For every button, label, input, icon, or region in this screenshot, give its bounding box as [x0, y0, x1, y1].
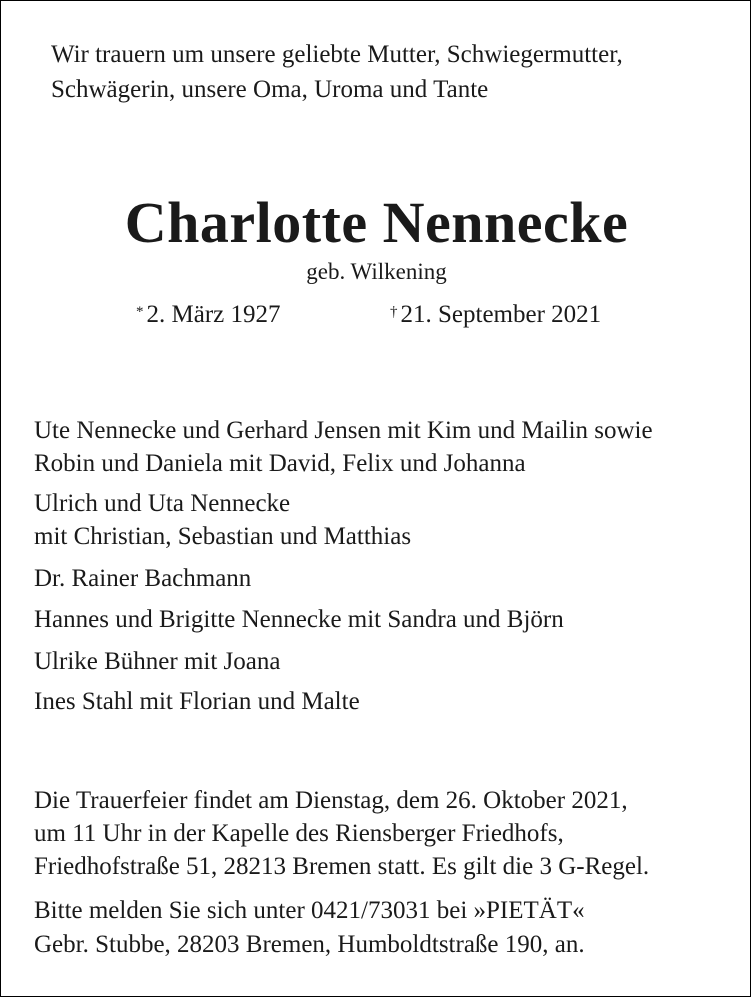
birth-symbol: *: [136, 304, 144, 320]
death-date-line: [390, 299, 601, 331]
contact-info-line: Bitte melden Sie sich unter 0421/73031 bei »PIETÄT«: [34, 897, 585, 924]
intro-line-2: Schwägerin, unsere Oma, Uroma und Tante: [51, 76, 489, 103]
birth-date-line: [136, 299, 281, 331]
death-date: 21. September 2021: [400, 301, 602, 328]
mourner-line: Hannes und Brigitte Nennecke mit Sandra und Björn: [34, 606, 564, 633]
birth-date: 2. März 1927: [146, 301, 281, 328]
maiden-name: geb. Wilkening: [306, 259, 447, 284]
mourner-line: mit Christian, Sebastian und Matthias: [34, 523, 412, 550]
funeral-info-line: Friedhofstraße 51, 28213 Bremen statt. Es gilt die 3 G-Regel.: [34, 853, 650, 880]
mourner-line: Ines Stahl mit Florian und Malte: [34, 688, 360, 715]
deceased-name: Charlotte Nennecke: [124, 190, 629, 255]
funeral-info-line: Die Trauerfeier findet am Dienstag, dem 26. Oktober 2021,: [34, 787, 628, 814]
mourner-line: Ute Nennecke und Gerhard Jensen mit Kim und Mailin sowie: [34, 417, 653, 444]
funeral-info-line: um 11 Uhr in der Kapelle des Riensberger Friedhofs,: [34, 820, 564, 847]
death-symbol: †: [390, 304, 398, 320]
mourner-line: Ulrike Bühner mit Joana: [34, 648, 281, 675]
intro-line-1: Wir trauern um unsere geliebte Mutter, Schwiegermutter,: [51, 41, 623, 68]
mourner-line: Ulrich und Uta Nennecke: [34, 490, 291, 517]
mourner-line: Dr. Rainer Bachmann: [34, 565, 252, 592]
mourner-line: Robin und Daniela mit David, Felix und Johanna: [34, 450, 526, 477]
contact-info-line: Gebr. Stubbe, 28203 Bremen, Humboldtstraße 190, an.: [34, 931, 585, 958]
